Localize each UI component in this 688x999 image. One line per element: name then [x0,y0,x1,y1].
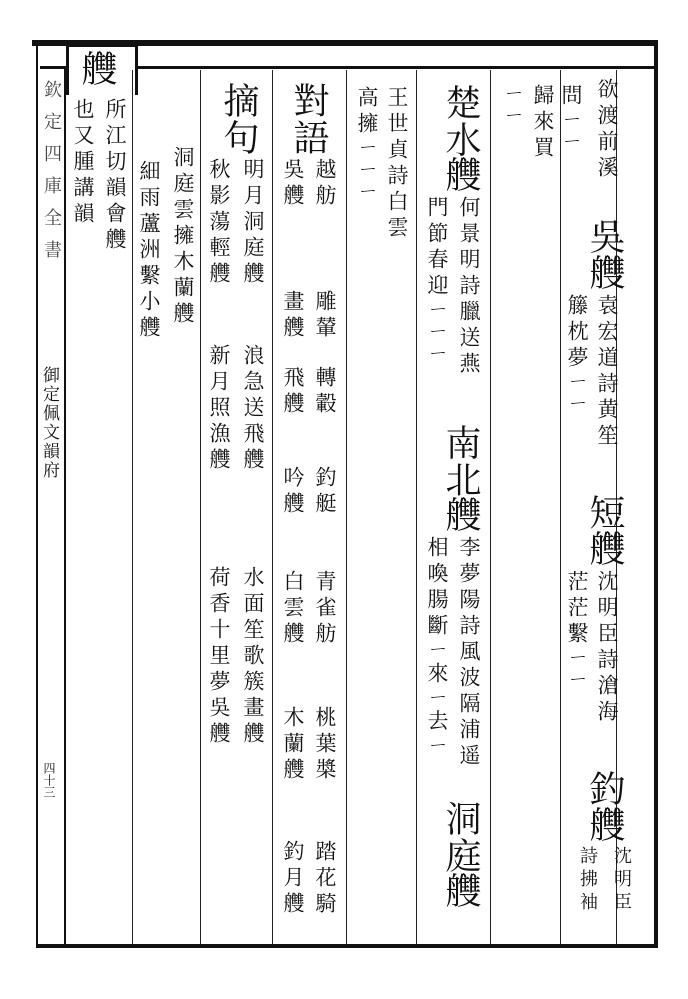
text-line: 相喚腸斷ㄧ來ㄧ去ㄧ [425,536,449,758]
right-border-rule [654,40,658,948]
text-line: 歸來買 [531,84,555,162]
text-line: 高擁ㄧㄧㄧ [355,86,379,204]
text-line: 詩拂袖 [577,846,598,915]
text-line: 李夢陽詩風波隔浦遥 [457,536,481,770]
pair-text: 青雀舫 [313,570,337,648]
text-line: 籐枕夢ㄧㄧ [565,294,589,416]
pair-text: 轉轂 [313,366,337,418]
entry-heading: 吳 [584,218,625,255]
section-heading: 摘句 [218,82,259,156]
margin-title: 欽定四庫全書 [41,80,62,272]
column-rule [416,70,417,944]
pair-text: 木蘭艭 [281,706,305,784]
margin-left-rule [36,40,38,948]
column-rule [490,70,491,944]
entry-heading: 艭 [440,156,481,193]
column-rule [132,70,133,944]
phonetic-note: 所江切韻會艭 [103,98,127,254]
pair-text: 釣月艭 [281,840,305,918]
verse-line: 水面笙歌簇畫艭 [241,566,265,748]
pair-text: 飛艭 [281,366,305,418]
text-line: 何景明詩臘送燕 [457,196,481,378]
pair-text: 畫艭 [281,290,305,342]
verse-line: 新月照漁艭 [207,344,231,474]
entry-heading: 楚水 [440,84,481,158]
entry-heading: 釣 [584,770,625,807]
verse-line: 洞庭雲擁木蘭艭 [171,146,195,328]
text-line: 欲渡前溪 [595,78,619,182]
entry-heading: 洞庭 [440,800,481,874]
entry-heading: 短 [584,494,625,531]
margin-page-number: 四十三 [42,762,56,798]
entry-heading: 艭 [584,530,625,567]
entry-heading: 艭 [440,872,481,909]
pair-text: 越舫 [313,158,337,210]
pair-text: 吟艭 [281,466,305,518]
verse-line: 荷香十里夢吳艭 [207,566,231,748]
section-heading: 對語 [288,82,329,156]
text-line: 沈明臣 [611,846,632,915]
verse-line: 明月洞庭艭 [241,158,265,288]
column-rule [560,70,561,944]
pair-text: 踏花騎 [313,840,337,918]
text-line: 門節春迎ㄧㄧㄧ [425,196,449,366]
text-line: ㄧㄧ [501,84,525,128]
entry-heading: 艭 [584,806,625,843]
pair-text: 吳艭 [281,158,305,210]
margin-book-title: 御定佩文韻府 [39,366,59,480]
entry-heading: 艭 [440,496,481,533]
text-line: 王世貞詩白雲 [385,86,409,242]
verse-line: 浪急送飛艭 [241,344,265,474]
pair-text: 釣艇 [313,466,337,518]
entry-heading: 艭 [584,254,625,291]
column-rule [346,70,347,944]
phonetic-note: 也又腫講韻 [71,98,95,228]
verse-line: 細雨蘆洲繫小艭 [137,160,161,342]
entry-heading: 南北 [440,424,481,498]
text-line: 茫茫繫ㄧㄧ [565,570,589,692]
text-line: 問ㄧㄧ [559,84,583,154]
text-line: 沈明臣詩滄海 [595,570,619,726]
bottom-border-rule [36,944,658,948]
column-rule [272,70,273,944]
head-character: 艭 [76,50,117,87]
pair-text: 白雲艭 [281,570,305,648]
verse-line: 秋影蕩輕艭 [207,158,231,288]
text-line: 袁宏道詩黄笙 [595,294,619,450]
pair-text: 雕輦 [313,290,337,342]
column-rule [200,70,201,944]
pair-text: 桃葉槳 [313,706,337,784]
margin-right-rule [64,66,66,946]
